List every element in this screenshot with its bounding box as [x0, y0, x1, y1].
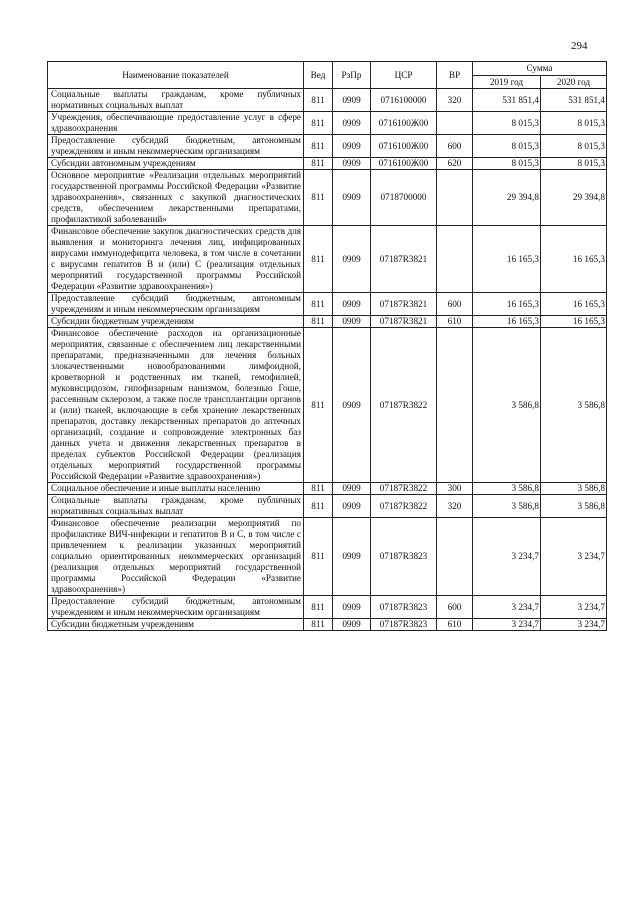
cell-vr: [437, 112, 473, 135]
cell-ved: 811: [304, 135, 333, 158]
cell-v2019: 16 165,3: [473, 293, 541, 316]
cell-rzpr: 0909: [333, 158, 371, 170]
cell-vr: 320: [437, 495, 473, 518]
cell-ved: 811: [304, 112, 333, 135]
header-rzpr: РзПр: [333, 62, 371, 89]
table-row: [48, 226, 607, 293]
cell-name: Субсидии автономным учреждениям: [48, 158, 304, 170]
cell-name: Социальное обеспечение и иные выплаты населению: [48, 483, 304, 495]
cell-v2020: 16 165,3: [541, 316, 607, 328]
header-2019: 2019 год: [473, 76, 541, 89]
cell-csr: 07187R3822: [371, 328, 437, 483]
cell-vr: [437, 170, 473, 226]
cell-rzpr: 0909: [333, 495, 371, 518]
cell-csr: 07187R3823: [371, 518, 437, 596]
cell-rzpr: 0909: [333, 112, 371, 135]
table-row: [48, 596, 607, 619]
table-row: [48, 518, 607, 596]
header-2020: 2020 год: [541, 76, 607, 89]
cell-csr: 07187R3823: [371, 596, 437, 619]
header-ved: Вед: [304, 62, 333, 89]
cell-csr: 07187R3821: [371, 316, 437, 328]
cell-name: Финансовое обеспечение закупок диагностических средств для выявления и мониторинга лечения лиц, инфицированных вирусами иммунодефицита человека, в том числе в сочетании с вирусами гепатитов В и (или) С (реализация отдельных мероприятий государственной программы Российской Федерации «Развитие здравоохранения»): [48, 226, 304, 293]
cell-v2019: 8 015,3: [473, 158, 541, 170]
cell-ved: 811: [304, 316, 333, 328]
cell-vr: 610: [437, 619, 473, 631]
cell-name: Предоставление субсидий бюджетным, автономным учреждениям и иным некоммерческим организациям: [48, 135, 304, 158]
table-row: [48, 112, 607, 135]
header-vr: ВР: [437, 62, 473, 89]
cell-ved: 811: [304, 596, 333, 619]
cell-csr: 07187R3821: [371, 226, 437, 293]
cell-csr: 0716100Ж00: [371, 135, 437, 158]
cell-ved: 811: [304, 518, 333, 596]
cell-v2019: 3 234,7: [473, 619, 541, 631]
cell-v2020: 3 586,8: [541, 495, 607, 518]
table-row: [48, 158, 607, 170]
cell-name: Социальные выплаты гражданам, кроме публичных нормативных социальных выплат: [48, 89, 304, 112]
cell-v2020: 3 234,7: [541, 619, 607, 631]
cell-vr: 610: [437, 316, 473, 328]
table-row: [48, 483, 607, 495]
cell-csr: 0716100Ж00: [371, 158, 437, 170]
header-name: Наименование показателей: [48, 62, 304, 89]
cell-rzpr: 0909: [333, 316, 371, 328]
cell-vr: 300: [437, 483, 473, 495]
header-sum: Сумма: [473, 62, 607, 76]
cell-v2019: 16 165,3: [473, 316, 541, 328]
cell-rzpr: 0909: [333, 328, 371, 483]
cell-vr: [437, 328, 473, 483]
cell-rzpr: 0909: [333, 226, 371, 293]
cell-v2019: 3 234,7: [473, 518, 541, 596]
cell-v2019: 29 394,8: [473, 170, 541, 226]
cell-v2019: 8 015,3: [473, 135, 541, 158]
cell-v2020: 3 234,7: [541, 518, 607, 596]
cell-vr: [437, 518, 473, 596]
cell-v2020: 531 851,4: [541, 89, 607, 112]
cell-name: Основное мероприятие «Реализация отдельных мероприятий государственной программы Российской Федерации «Развитие здравоохранения», связанных с закупкой диагностических средств, обеспечением лекарственными препаратами, профилактикой заболеваний»: [48, 170, 304, 226]
cell-v2019: 531 851,4: [473, 89, 541, 112]
cell-v2020: 8 015,3: [541, 158, 607, 170]
cell-v2020: 16 165,3: [541, 226, 607, 293]
cell-csr: 0718700000: [371, 170, 437, 226]
cell-v2019: 8 015,3: [473, 112, 541, 135]
cell-name: Субсидии бюджетным учреждениям: [48, 316, 304, 328]
table-body: [48, 89, 607, 631]
cell-v2019: 16 165,3: [473, 226, 541, 293]
cell-v2019: 3 234,7: [473, 596, 541, 619]
cell-v2020: 3 586,8: [541, 328, 607, 483]
cell-csr: 0716100Ж00: [371, 112, 437, 135]
cell-v2020: 8 015,3: [541, 135, 607, 158]
cell-csr: 07187R3822: [371, 483, 437, 495]
cell-vr: 600: [437, 293, 473, 316]
table-row: [48, 619, 607, 631]
table-row: [48, 89, 607, 112]
cell-ved: 811: [304, 226, 333, 293]
cell-ved: 811: [304, 158, 333, 170]
cell-rzpr: 0909: [333, 293, 371, 316]
cell-csr: 07187R3823: [371, 619, 437, 631]
cell-rzpr: 0909: [333, 89, 371, 112]
cell-vr: 600: [437, 596, 473, 619]
cell-name: Субсидии бюджетным учреждениям: [48, 619, 304, 631]
cell-ved: 811: [304, 483, 333, 495]
cell-v2020: 3 234,7: [541, 596, 607, 619]
cell-name: Предоставление субсидий бюджетным, автономным учреждениям и иным некоммерческим организациям: [48, 596, 304, 619]
cell-rzpr: 0909: [333, 135, 371, 158]
cell-name: Финансовое обеспечение расходов на организационные мероприятия, связанные с обеспечением лиц лекарственными препаратами, предназначенными для лечения больных злокачественными новообразованиями лимфоидной, кроветворной и родственных им тканей, гемофилией, муковисцидозом, гипофизарным нанизмом, болезнью Гоше, рассеянным склерозом, а также после трансплантации органов и (или) тканей, включающие в себя хранение лекарственных препаратов, доставку лекарственных препаратов до аптечных организаций, создание и сопровождение электронных баз данных учета и движения лекарственных препаратов в пределах субъектов Российской Федерации (реализация отдельных мероприятий государственной программы Российской Федерации «Развитие здравоохранения»): [48, 328, 304, 483]
budget-table: [47, 61, 607, 631]
cell-vr: 320: [437, 89, 473, 112]
cell-ved: 811: [304, 89, 333, 112]
table-row: [48, 316, 607, 328]
table-row: [48, 135, 607, 158]
cell-csr: 07187R3821: [371, 293, 437, 316]
cell-csr: 07187R3822: [371, 495, 437, 518]
cell-name: Учреждения, обеспечивающие предоставление услуг в сфере здравоохранения: [48, 112, 304, 135]
cell-v2020: 29 394,8: [541, 170, 607, 226]
cell-ved: 811: [304, 619, 333, 631]
cell-v2019: 3 586,8: [473, 483, 541, 495]
header-csr: ЦСР: [371, 62, 437, 89]
cell-name: Финансовое обеспечение реализации мероприятий по профилактике ВИЧ-инфекции и гепатитов В и С, в том числе с привлечением к реализации указанных мероприятий социально ориентированных некоммерческих организаций (реализация отдельных мероприятий государственной программы Российской Федерации «Развитие здравоохранения»): [48, 518, 304, 596]
cell-name: Социальные выплаты гражданам, кроме публичных нормативных социальных выплат: [48, 495, 304, 518]
cell-csr: 0716100000: [371, 89, 437, 112]
cell-ved: 811: [304, 495, 333, 518]
cell-rzpr: 0909: [333, 483, 371, 495]
cell-v2020: 16 165,3: [541, 293, 607, 316]
cell-rzpr: 0909: [333, 170, 371, 226]
cell-rzpr: 0909: [333, 619, 371, 631]
cell-v2020: 8 015,3: [541, 112, 607, 135]
table-row: [48, 170, 607, 226]
table-row: [48, 495, 607, 518]
cell-ved: 811: [304, 328, 333, 483]
page-number: 294: [571, 40, 588, 52]
cell-ved: 811: [304, 170, 333, 226]
cell-v2020: 3 586,8: [541, 483, 607, 495]
cell-vr: 620: [437, 158, 473, 170]
cell-v2019: 3 586,8: [473, 328, 541, 483]
table-row: [48, 293, 607, 316]
cell-rzpr: 0909: [333, 518, 371, 596]
cell-name: Предоставление субсидий бюджетным, автономным учреждениям и иным некоммерческим организациям: [48, 293, 304, 316]
cell-ved: 811: [304, 293, 333, 316]
cell-vr: 600: [437, 135, 473, 158]
cell-vr: [437, 226, 473, 293]
table-row: [48, 328, 607, 483]
cell-v2019: 3 586,8: [473, 495, 541, 518]
cell-rzpr: 0909: [333, 596, 371, 619]
